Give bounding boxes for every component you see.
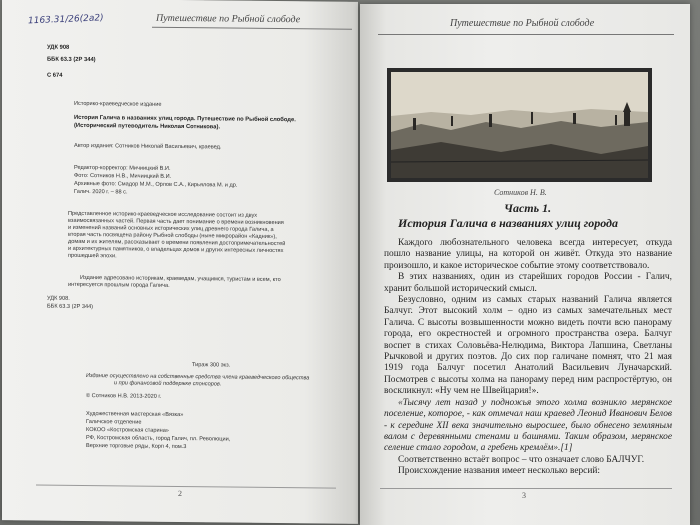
udk-code-repeat: УДК 908. (47, 295, 70, 302)
funding-line: и при финансовой поддержке спонсоров. (114, 380, 222, 388)
paragraph: В этих названиях, один из старейших городов России - Галич, хранит большой исторический смысл. (384, 272, 672, 294)
publisher-line: РФ, Костромская область, город Галич, пл. Революции, (86, 435, 231, 443)
part-subtitle: История Галича в названиях улиц города (398, 216, 619, 230)
book-title-line-2: (Исторический путеводитель Николая Сотникова). (74, 122, 221, 131)
credit-line: Галич. 2020 г. – 88 с. (74, 188, 128, 196)
publisher-line: Галичское отделение (86, 419, 142, 426)
right-page (360, 4, 690, 525)
page-number-left: 2 (178, 488, 182, 499)
footer-rule-left (36, 484, 336, 488)
annotation-line: и изменений названий основных исторических улиц древнего города Галича, а (68, 224, 274, 233)
annotation-line: вторая часть посвящена району Рыбной слободы (ныне микрорайон «Кадник»), (68, 231, 277, 241)
part-title: Часть 1. (504, 201, 552, 215)
paragraph: Каждого любознательного человека всегда интересует, откуда пошло название улицы, на которой он живёт. Откуда это название произошло, и какое историческое событие этому соответствовало. (384, 238, 672, 271)
running-header-left: Путешествие по Рыбной слободе (156, 12, 301, 26)
paragraph: Соответственно встаёт вопрос – что означает слово БАЛЧУГ. (398, 454, 645, 465)
publisher-line: Верхние торговые ряды, Корп 4, пом.3 (86, 443, 187, 451)
edition-type: Историко-краеведческое издание (74, 100, 162, 108)
header-rule-right (378, 34, 674, 35)
audience-line: интересуется прошлым города Галича. (68, 281, 170, 289)
copyright: © Сотников Н.В. 2013-2020 г. (86, 393, 162, 400)
author-mark: С 674 (47, 72, 63, 79)
left-page (2, 0, 358, 524)
credit-line: Фото: Сотников Н.В., Мичиицкий В.И. (74, 172, 172, 180)
photo-caption: Сотников Н. В. (494, 188, 547, 197)
bbk-code-repeat: ББК 63.3 (2Р 344) (47, 303, 94, 311)
annotation-line: прошедшей эпохи. (68, 252, 117, 260)
annotation-line: домам и их жителям, рассказывает о времени появления достопримечательностей (68, 238, 286, 248)
publisher-line: Художественная мастерская «Вязка» (86, 411, 184, 419)
chapter-body (384, 238, 672, 478)
credit-line: Редактор-корректор: Мичиицкий В.И. (74, 164, 171, 172)
annotation-line: взаимосвязанных частей. Первая часть дает понимание о времени возникновения (68, 217, 284, 227)
page-number-right: 3 (522, 491, 526, 500)
handwritten-note: 1163.31/26(2a2) (27, 13, 104, 27)
credit-line: Архивные фото: Смадор М.М., Орлов С.А., Кирьялова М. и др. (74, 180, 238, 189)
publisher-line: КОКОО «Костромская старина» (86, 427, 169, 434)
book-title-line-1: История Галича в названиях улиц города. Путешествие по Рыбной слободе. (74, 114, 296, 124)
annotation-line: и архитектурных памятников, о владельцах домов и других интересных личностях (68, 245, 284, 255)
footer-rule-right (380, 488, 672, 489)
paragraph: Происхождение названия имеет несколько версий: (398, 466, 600, 477)
panorama-illustration (387, 68, 652, 182)
udk-code: УДК 908 (47, 44, 70, 51)
audience-line: Издание адресовано историкам, краеведам, учащимся, туристам и всем, кто (80, 274, 281, 284)
bbk-code: ББК 63.3 (2Р 344) (47, 56, 96, 64)
header-rule-left (152, 27, 352, 30)
funding-line: Издание осуществлено на собственные средства члена краеведческого общества (86, 373, 310, 382)
quote-paragraph: «Тысячу лет назад у подножья этого холма возникло мерянское поселение, которое, - как отмечал наш краевед Леонид Иванович Белов - к середине XII века значительно выросшее, было обнесено земляным валом с деревянными стенами и башнями. Таким образом, мерянское селение стало городом, а гребень кремлём».[1] (384, 397, 672, 454)
annotation-line: Представленное историко-краеведческое исследование состоит из двух (68, 210, 258, 219)
running-header-right: Путешествие по Рыбной слободе (450, 18, 595, 29)
author-line: Автор издания: Сотников Николай Васильевич, краевед. (74, 142, 222, 151)
town-panorama-drawing (391, 72, 648, 178)
print-run: Тираж 300 экз. (192, 362, 231, 369)
paragraph: Безусловно, одним из самых старых названий Галича является Балчуг. Этот высокий холм – одно из самых замечательных мест Галича. С высоты возвышенности можно видеть почти всю панораму города, его окрестностей и огромного пространства озера. Балчуг воспет в стихах Соловьёва-Нелюдима, Виктора Лапшина, Светланы Рычковой и других поэтов. До сих пор галичане помнят, что 21 мая 1919 года Балчуг посетил Анатолий Васильевич Луначарский. Посмотрев с высоты холма на панораму перед ним распростёртую, он воскликнул: «Ну чем не Швейцария!». (384, 295, 672, 397)
